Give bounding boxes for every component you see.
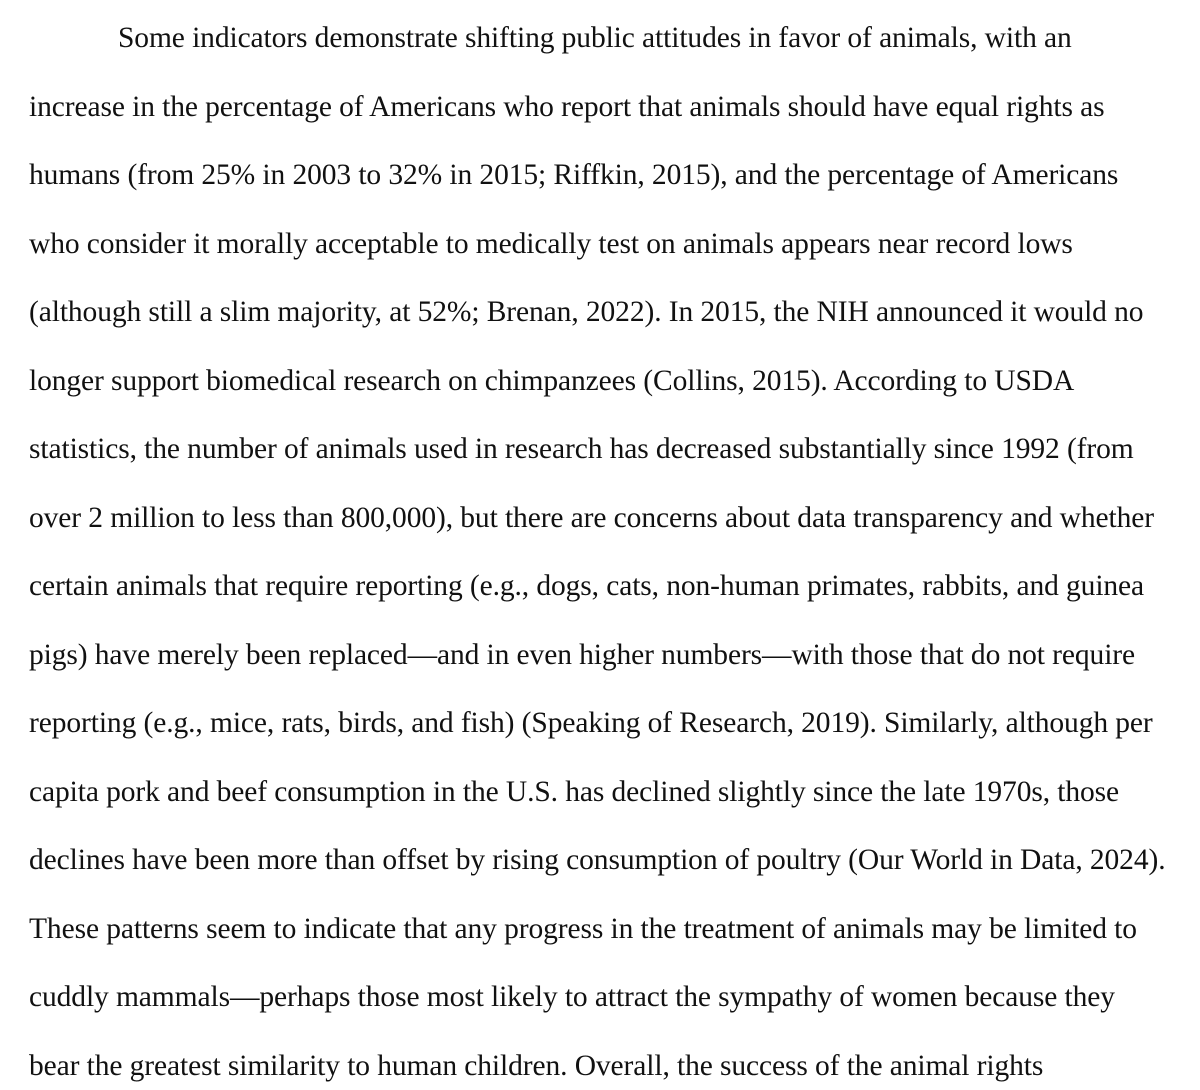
paragraph-line-15: cuddly mammals—perhaps those most likely to attract the sympathy of women because they <box>29 981 1115 1013</box>
paragraph-line-14: These patterns seem to indicate that any progress in the treatment of animals may be limited to <box>29 913 1137 945</box>
paragraph-line-12: capita pork and beef consumption in the U.S. has declined slightly since the late 1970s, those <box>29 776 1120 808</box>
paragraph-line-4: who consider it morally acceptable to medically test on animals appears near record lows <box>29 228 1073 260</box>
paragraph-line-3: humans (from 25% in 2003 to 32% in 2015; Riffkin, 2015), and the percentage of Americans <box>29 159 1119 191</box>
paragraph-line-8: over 2 million to less than 800,000), but there are concerns about data transparency and whether <box>29 502 1154 534</box>
paragraph-line-16: bear the greatest similarity to human children. Overall, the success of the animal rights <box>29 1050 1044 1082</box>
paragraph-line-2: increase in the percentage of Americans who report that animals should have equal rights as <box>29 91 1105 123</box>
paragraph-line-13: declines have been more than offset by rising consumption of poultry (Our World in Data, 2024). <box>29 844 1166 876</box>
paragraph-line-7: statistics, the number of animals used in research has decreased substantially since 1992 (from <box>29 433 1134 465</box>
paragraph-line-10: pigs) have merely been replaced—and in even higher numbers—with those that do not require <box>29 639 1136 671</box>
paragraph-line-11: reporting (e.g., mice, rats, birds, and fish) (Speaking of Research, 2019). Similarly, although per <box>29 707 1153 739</box>
paragraph-line-1: Some indicators demonstrate shifting public attitudes in favor of animals, with an <box>118 22 1072 54</box>
paragraph-line-5: (although still a slim majority, at 52%; Brenan, 2022). In 2015, the NIH announced it would no <box>29 296 1144 328</box>
paragraph-line-9: certain animals that require reporting (e.g., dogs, cats, non-human primates, rabbits, and guinea <box>29 570 1145 602</box>
paragraph-line-6: longer support biomedical research on chimpanzees (Collins, 2015). According to USDA <box>29 365 1075 397</box>
